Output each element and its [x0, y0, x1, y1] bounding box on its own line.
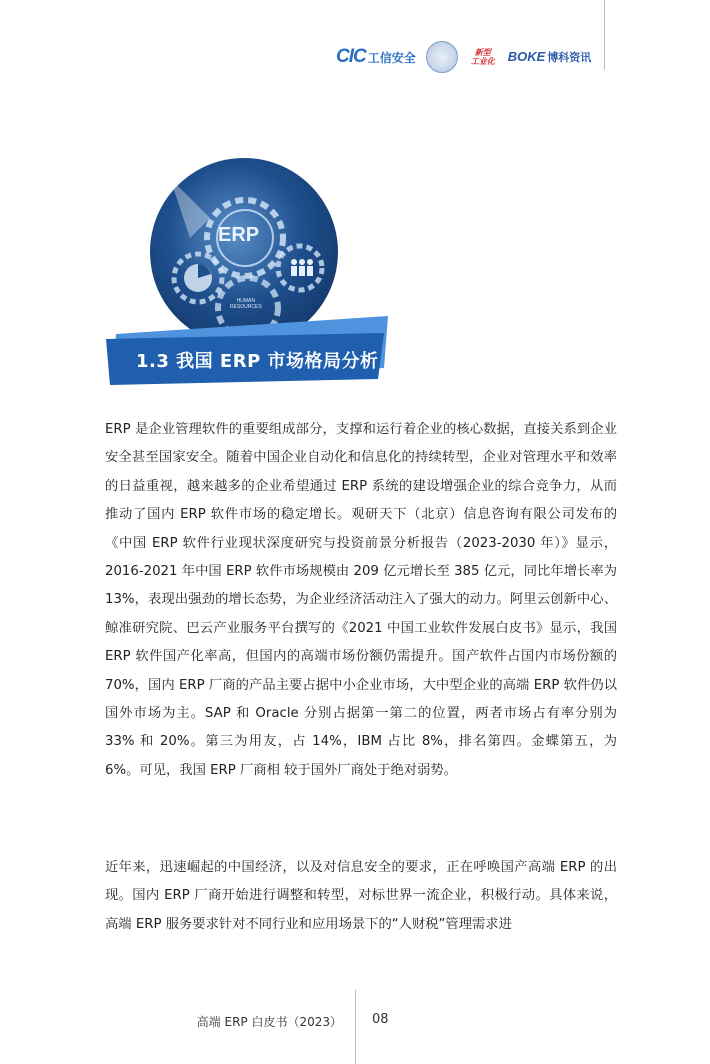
header-divider	[604, 0, 605, 70]
boke-logo	[508, 49, 592, 65]
cic-logo-text: CIC	[336, 46, 366, 67]
paragraph-1	[105, 416, 617, 785]
xinxing-line1: 新型	[474, 48, 491, 57]
xinxing-line2: 工业化	[470, 57, 495, 66]
paragraph-2-text: 近年来，迅速崛起的中国经济，以及对信息安全的要求，正在呼唤国产高端 ERP 的出现。国内 ERP 厂商开始进行调整和转型，对标世界一流企业，积极行动。具体来说，高端 ERP 服务要求针对不同行业和应用场景下的“人财税”管理需求进	[105, 860, 617, 932]
hero-hr-label	[230, 298, 262, 310]
footer-title: 高端 ERP 白皮书（2023）	[196, 1015, 342, 1029]
cic-logo	[336, 46, 416, 68]
hero-hr-line1: HUMAN	[236, 298, 256, 304]
boke-logo-cn: 博科资讯	[547, 51, 592, 64]
xinxing-gongyehua-logo	[468, 43, 498, 71]
cic-logo-cn: 工信安全	[367, 51, 416, 65]
seal-logo	[426, 41, 458, 73]
paragraph-1-text: ERP 是企业管理软件的重要组成部分，支撑和运行着企业的核心数据，直接关系到企业安全甚至国家安全。随着中国企业自动化和信息化的持续转型，企业对管理水平和效率的日益重视，越来越多的企业希望通过 ERP 系统的建设增强企业的综合竞争力，从而推动了国内 ERP 软件市场的稳定增长。观研天下（北京）信息咨询有限公司发布的《中国 ERP 软件行业现状深度研究与投资前景分析报告（2023-2030 年）》显示，2016-2021 年中国 ERP 软件市场规模由 209 亿元增长至 385 亿元，同比年增长率为 13%，表现出强劲的增长态势，为企业经济活动注入了强大的动力。阿里云创新中心、鲸准研究院、巴云产业服务平台撰写的《2021 中国工业软件发展白皮书》显示，我国 ERP 软件国产化率高，但国内的高端市场份额仍需提升。国产软件占国内市场份额的 70%，国内 ERP 厂商的产品主要占据中小企业市场，大中型企业的高端 ERP 软件仍以国外市场为主。SAP 和 Oracle 分别占据第一第二的位置，两者市场占有率分别为 33% 和 20%。第三为用友，占 14%，IBM 占比 8%，排名第四。金蝶第五，为 6%。可见，我国 ERP 厂商相 较于国外厂商处于绝对弱势。	[105, 422, 617, 778]
footer-divider	[355, 990, 356, 1064]
section-title: 1.3 我国 ERP 市场格局分析	[136, 351, 379, 372]
header-logos	[336, 40, 591, 74]
page-number: 08	[372, 1012, 389, 1027]
boke-logo-text: BOKE	[507, 49, 546, 64]
paragraph-2	[105, 854, 617, 939]
hero-hr-line2: RESOURCES	[230, 304, 262, 310]
hero-erp-label: ERP	[218, 224, 260, 246]
